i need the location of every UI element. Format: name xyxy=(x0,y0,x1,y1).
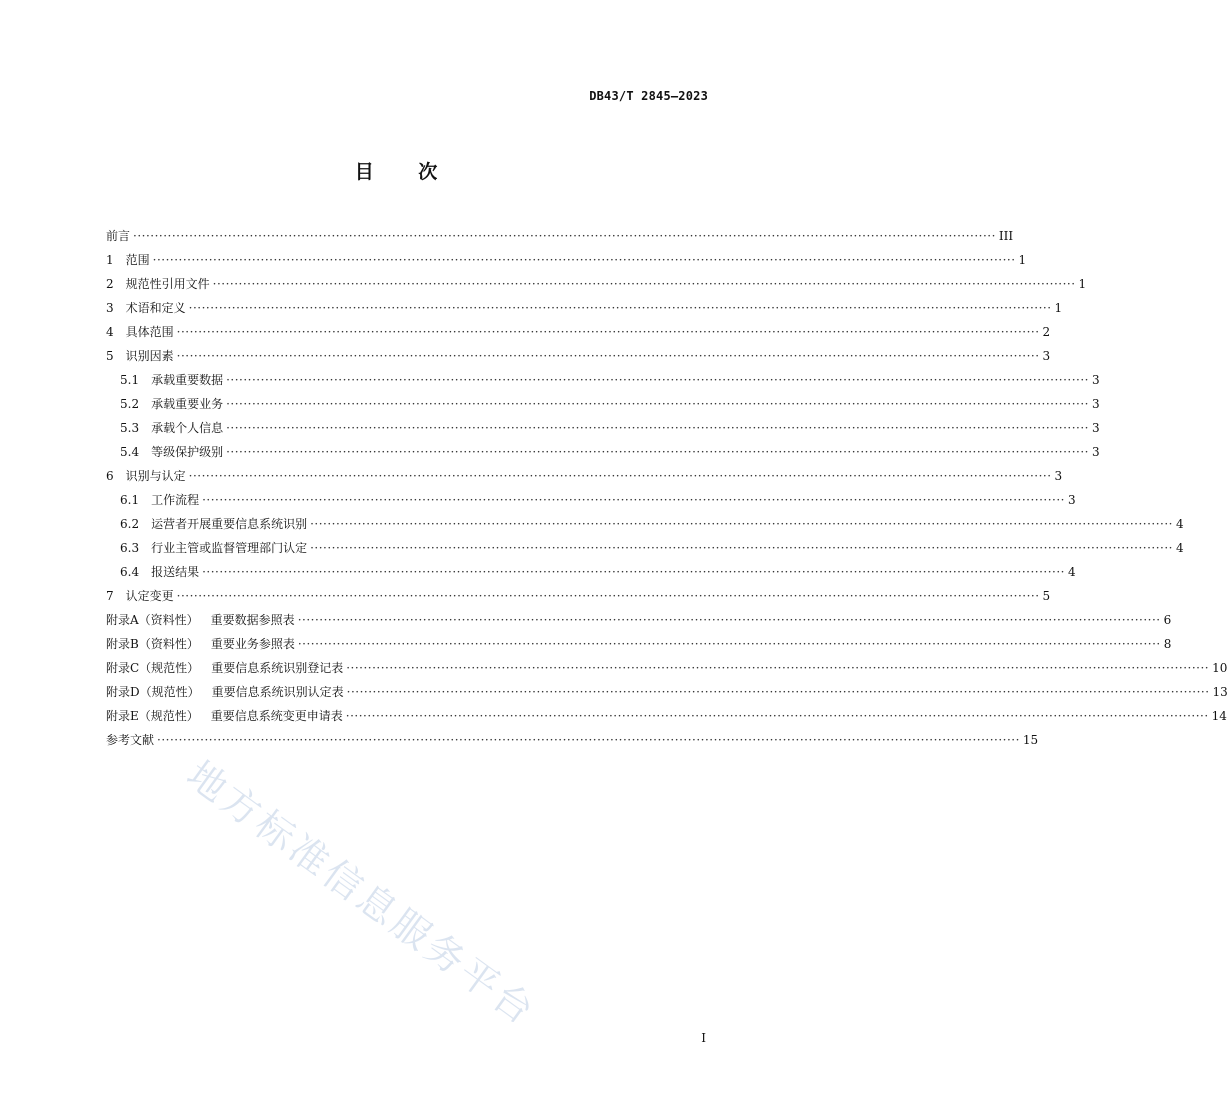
table-of-contents xyxy=(106,224,1228,752)
toc-entry-page: 3 xyxy=(1092,397,1100,411)
toc-leader-dots: ········································································································································································································ xyxy=(176,325,1040,339)
toc-entry[interactable] xyxy=(106,584,1051,608)
toc-entry-title: 范围 xyxy=(125,253,150,267)
toc-entry-page: 3 xyxy=(1042,349,1051,363)
toc-entry[interactable] xyxy=(106,344,1051,368)
toc-entry-page: III xyxy=(998,229,1014,243)
page-title: 目 次 xyxy=(354,161,438,183)
toc-entry-number: 6.3 xyxy=(120,541,140,555)
toc-entry[interactable] xyxy=(106,464,1063,488)
toc-entry[interactable] xyxy=(106,368,1100,392)
document-code: DB43/T 2845—2023 xyxy=(589,89,708,103)
toc-entry-page: 3 xyxy=(1092,421,1100,435)
toc-entry-number: 4 xyxy=(106,325,114,339)
toc-entry-title: 等级保护级别 xyxy=(151,445,224,459)
toc-leader-dots: ········································································································································································································ xyxy=(226,373,1089,387)
toc-leader-dots: ········································································································································································································ xyxy=(346,661,1210,675)
toc-leader-dots: ········································································································································································································ xyxy=(133,229,996,243)
toc-entry-title: 参考文献 xyxy=(106,733,155,747)
toc-entry-title: 前言 xyxy=(106,229,131,243)
toc-entry-title: 重要信息系统识别登记表 xyxy=(211,661,344,675)
toc-entry[interactable] xyxy=(106,632,1172,656)
toc-entry[interactable] xyxy=(106,392,1100,416)
toc-entry-title: 具体范围 xyxy=(125,325,174,339)
toc-entry-title: 识别与认定 xyxy=(125,469,186,483)
toc-entry-title: 术语和定义 xyxy=(125,301,186,315)
toc-entry-title: 运营者开展重要信息系统识别 xyxy=(151,517,308,531)
toc-entry[interactable] xyxy=(106,560,1076,584)
toc-leader-dots: ········································································································································································································ xyxy=(226,397,1089,411)
toc-entry-number: 7 xyxy=(106,589,114,603)
toc-entry-number: 5.1 xyxy=(120,373,140,387)
toc-entry-number: 附录B（资料性） xyxy=(106,637,199,651)
toc-entry-page: 15 xyxy=(1022,733,1039,747)
toc-entry[interactable] xyxy=(106,608,1172,632)
toc-entry[interactable] xyxy=(106,224,1014,248)
toc-entry-page: 5 xyxy=(1042,589,1051,603)
toc-entry-title: 重要信息系统识别认定表 xyxy=(211,685,344,699)
toc-leader-dots: ········································································································································································································ xyxy=(176,349,1040,363)
toc-entry[interactable] xyxy=(106,488,1076,512)
toc-leader-dots: ········································································································································································································ xyxy=(345,709,1209,723)
toc-entry-title: 行业主管或监督管理部门认定 xyxy=(151,541,308,555)
toc-entry-number: 6 xyxy=(106,469,114,483)
toc-entry-page: 3 xyxy=(1092,445,1100,459)
toc-entry[interactable] xyxy=(106,536,1184,560)
toc-entry[interactable] xyxy=(106,680,1228,704)
toc-entry-page: 4 xyxy=(1176,541,1184,555)
toc-entry-title: 承载重要业务 xyxy=(151,397,224,411)
toc-leader-dots: ········································································································································································································ xyxy=(346,685,1210,699)
toc-entry[interactable] xyxy=(106,728,1039,752)
toc-entry[interactable] xyxy=(106,248,1027,272)
toc-entry-page: 6 xyxy=(1163,613,1172,627)
toc-entry-page: 1 xyxy=(1018,253,1027,267)
toc-entry-number: 5.4 xyxy=(120,445,140,459)
toc-entry-title: 规范性引用文件 xyxy=(125,277,210,291)
toc-leader-dots: ········································································································································································································ xyxy=(310,541,1173,555)
toc-entry-number: 附录C（规范性） xyxy=(106,661,200,675)
toc-entry[interactable] xyxy=(106,416,1100,440)
toc-leader-dots: ········································································································································································································ xyxy=(226,421,1089,435)
toc-entry-page: 14 xyxy=(1211,709,1227,723)
toc-entry-page: 1 xyxy=(1054,301,1063,315)
toc-entry[interactable] xyxy=(106,296,1063,320)
toc-entry-title: 报送结果 xyxy=(151,565,200,579)
toc-leader-dots: ········································································································································································································ xyxy=(188,301,1052,315)
toc-leader-dots: ········································································································································································································ xyxy=(157,733,1020,747)
toc-entry[interactable] xyxy=(106,440,1100,464)
toc-leader-dots: ········································································································································································································ xyxy=(152,253,1016,267)
toc-entry-page: 4 xyxy=(1068,565,1076,579)
page-number: I xyxy=(701,1031,706,1045)
toc-entry-title: 承载个人信息 xyxy=(151,421,224,435)
toc-leader-dots: ········································································································································································································ xyxy=(297,613,1161,627)
toc-entry-title: 认定变更 xyxy=(125,589,174,603)
toc-entry[interactable] xyxy=(106,704,1227,728)
toc-entry-title: 重要信息系统变更申请表 xyxy=(210,709,343,723)
toc-entry-title: 重要数据参照表 xyxy=(210,613,295,627)
toc-entry-title: 识别因素 xyxy=(125,349,174,363)
toc-leader-dots: ········································································································································································································ xyxy=(202,565,1065,579)
toc-entry-title: 承载重要数据 xyxy=(151,373,224,387)
toc-entry-number: 5.3 xyxy=(120,421,140,435)
toc-leader-dots: ········································································································································································································ xyxy=(202,493,1065,507)
toc-entry-page: 2 xyxy=(1042,325,1051,339)
toc-entry[interactable] xyxy=(106,272,1087,296)
toc-entry[interactable] xyxy=(106,656,1228,680)
toc-entry-page: 3 xyxy=(1068,493,1076,507)
watermark: 地方标准信息服务平台 xyxy=(178,752,545,1035)
toc-leader-dots: ········································································································································································································ xyxy=(310,517,1173,531)
toc-entry-number: 附录A（资料性） xyxy=(106,613,199,627)
toc-entry-number: 6.4 xyxy=(120,565,140,579)
toc-leader-dots: ········································································································································································································ xyxy=(226,445,1089,459)
toc-entry-number: 6.2 xyxy=(120,517,140,531)
toc-entry-number: 3 xyxy=(106,301,114,315)
toc-entry-page: 1 xyxy=(1078,277,1087,291)
toc-entry-page: 13 xyxy=(1212,685,1228,699)
toc-entry-number: 6.1 xyxy=(120,493,140,507)
toc-leader-dots: ········································································································································································································ xyxy=(212,277,1076,291)
toc-leader-dots: ········································································································································································································ xyxy=(297,637,1161,651)
toc-entry-number: 5 xyxy=(106,349,114,363)
toc-entry[interactable] xyxy=(106,320,1051,344)
toc-entry-number: 附录E（规范性） xyxy=(106,709,199,723)
toc-entry-title: 工作流程 xyxy=(151,493,200,507)
toc-entry-page: 10 xyxy=(1212,661,1228,675)
toc-entry[interactable] xyxy=(106,512,1184,536)
toc-entry-page: 3 xyxy=(1054,469,1063,483)
toc-entry-number: 附录D（规范性） xyxy=(106,685,200,699)
toc-leader-dots: ········································································································································································································ xyxy=(176,589,1040,603)
toc-entry-title: 重要业务参照表 xyxy=(210,637,295,651)
toc-entry-number: 1 xyxy=(106,253,114,267)
toc-entry-page: 3 xyxy=(1092,373,1100,387)
toc-leader-dots: ········································································································································································································ xyxy=(188,469,1052,483)
toc-entry-page: 8 xyxy=(1163,637,1172,651)
toc-entry-number: 2 xyxy=(106,277,114,291)
toc-entry-number: 5.2 xyxy=(120,397,140,411)
toc-entry-page: 4 xyxy=(1176,517,1184,531)
